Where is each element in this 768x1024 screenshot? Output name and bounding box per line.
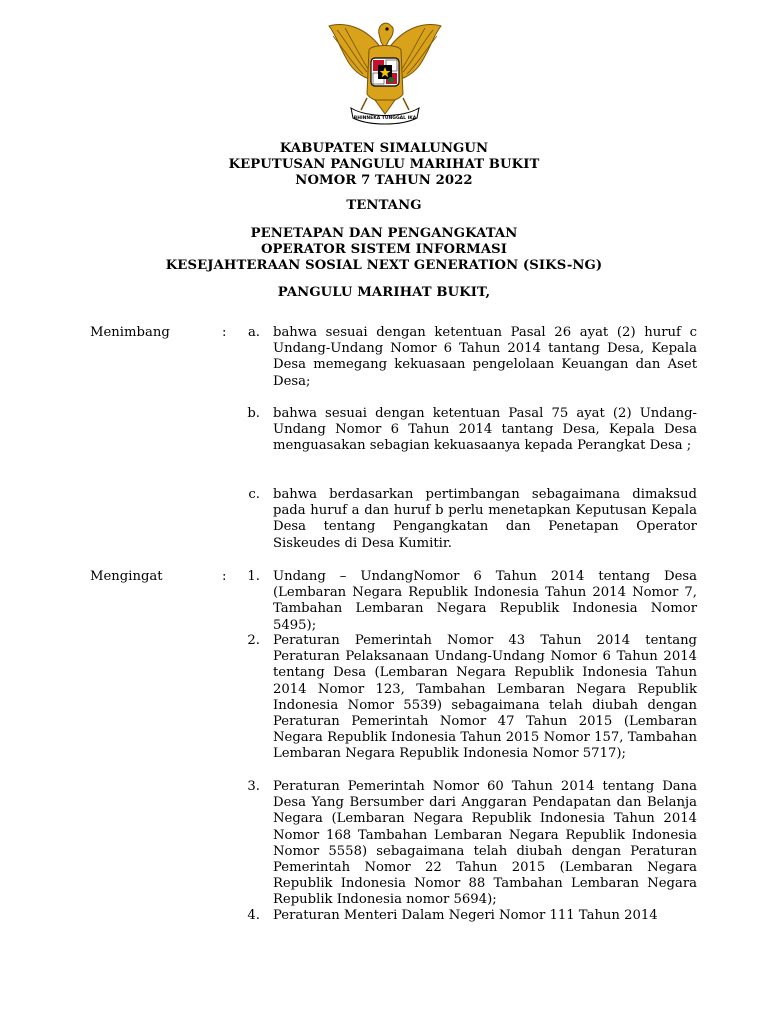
item-text: Peraturan Menteri Dalam Negeri Nomor 111 Tahun 2014 xyxy=(273,908,658,923)
item-marker: b. xyxy=(247,406,260,421)
emblem-motto: BHINNEKA TUNGGAL IKA xyxy=(353,116,417,121)
decree-title-line1: PENETAPAN DAN PENGANGKATAN xyxy=(250,226,518,241)
decree-title xyxy=(0,226,768,274)
decree-issuer: KEPUTUSAN PANGULU MARIHAT BUKIT xyxy=(228,157,540,172)
item-text: bahwa sesuai dengan ketentuan Pasal 26 ayat (2) huruf c Undang-Undang Nomor 6 Tahun 2014 tantang Desa, Kepala Desa memegang kekuasaan pengelolaan Keuangan dan Aset Desa; xyxy=(273,325,697,389)
decree-title-line2: OPERATOR SISTEM INFORMASI xyxy=(260,242,508,257)
tentang-heading: TENTANG xyxy=(346,198,422,213)
item-text: Undang – UndangNomor 6 Tahun 2014 tentang Desa (Lembaran Negara Republik Indonesia Tahun 2014 Nomor 7, Tambahan Lembaran Negara Republik Indonesia Nomor 5495); xyxy=(273,569,697,633)
item-marker: c. xyxy=(248,487,260,502)
menimbang-label: Menimbang xyxy=(90,325,170,340)
decree-title-line3: KESEJAHTERAAN SOSIAL NEXT GENERATION (SIKS-NG) xyxy=(165,258,603,273)
item-text: Peraturan Pemerintah Nomor 43 Tahun 2014 tentang Peraturan Pelaksanaan Undang-Undang Nomor 6 Tahun 2014 tentang Desa (Lembaran Negara Republik Indonesia Tahun 2014 Nomor 123, Tambahan Lembaran Negara Republik Indonesia Nomor 5539) sebagaimana telah diubah dengan Peraturan Pemerintah Nomor 47 Tahun 2015 (Lembaran Negara Republik Indonesia Tahun 2015 Nomor 157, Tambahan Lembaran Negara Republik Indonesia Nomor 5717); xyxy=(273,633,697,762)
garuda-pancasila-emblem-icon xyxy=(327,14,443,130)
item-marker: 3. xyxy=(247,779,260,794)
item-marker: a. xyxy=(247,325,260,340)
item-marker: 4. xyxy=(247,908,260,923)
regency-name: KABUPATEN SIMALUNGUN xyxy=(279,141,489,156)
item-text: Peraturan Pemerintah Nomor 60 Tahun 2014 tentang Dana Desa Yang Bersumber dari Anggaran Pendapatan dan Belanja Negara (Lembaran Negara Republik Indonesia Tahun 2014 Nomor 168 Tambahan Lembaran Negara Republik Indonesia Nomor 5558) sebagaimana telah diubah dengan Peraturan Pemerintah Nomor 22 Tahun 2015 (Lembaran Negara Republik Indonesia Nomor 88 Tambahan Lembaran Negara Republik Indonesia nomor 5694); xyxy=(273,779,697,908)
decree-number: NOMOR 7 TAHUN 2022 xyxy=(295,173,473,188)
document-header xyxy=(0,141,768,189)
item-text: bahwa sesuai dengan ketentuan Pasal 75 ayat (2) Undang-Undang Nomor 6 Tahun 2014 tantang Desa, Kepala Desa menguasakan sebagian kekuasaanya kepada Perangkat Desa ; xyxy=(273,406,697,454)
item-marker: 1. xyxy=(247,569,260,584)
item-text: bahwa berdasarkan pertimbangan sebagaimana dimaksud pada huruf a dan huruf b perlu menetapkan Keputusan Kepala Desa tentang Pengangkatan dan Penetapan Operator Siskeudes di Desa Kumitir. xyxy=(273,487,697,551)
official-title: PANGULU MARIHAT BUKIT, xyxy=(277,285,491,300)
mengingat-label: Mengingat xyxy=(90,569,163,584)
item-marker: 2. xyxy=(247,633,260,648)
menimbang-colon: : xyxy=(222,325,227,340)
mengingat-colon: : xyxy=(222,569,227,584)
